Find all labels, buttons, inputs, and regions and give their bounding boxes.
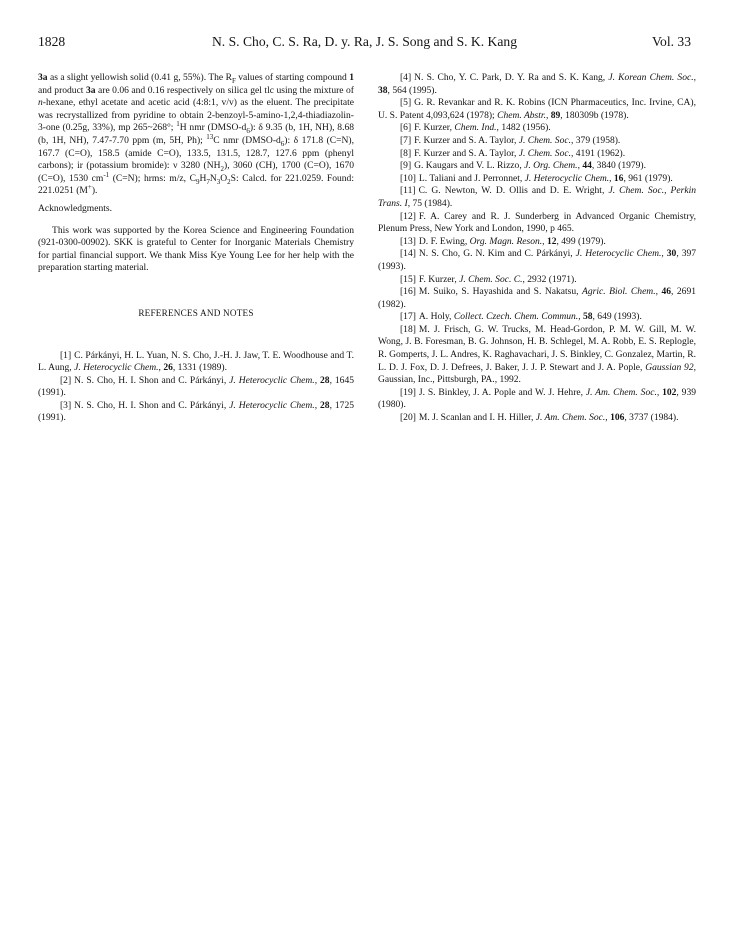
reference-volume: 28 [320,399,330,411]
reference-item [378,160,696,173]
reference-item [378,248,696,273]
reference-journal: J. Am. Chem. Soc. [535,412,606,424]
reference-number: [1] [60,349,72,361]
reference-volume: 12 [546,235,557,247]
reference-item [378,148,696,161]
reference-item [378,97,696,122]
reference-separator: , [570,134,576,146]
reference-item [378,185,696,210]
reference-journal: J. Heterocyclic Chem. [229,374,315,386]
reference-separator: , [661,248,667,260]
reference-volume: 44 [582,160,592,172]
reference-journal: J. Org. Chem. [524,160,578,172]
right-column [378,72,696,425]
reference-authors: L. Taliani and J. Perronnet, [418,172,525,184]
reference-number: [6] [400,122,412,134]
reference-separator: , [609,172,614,184]
reference-number: [10] [400,172,416,184]
reference-journal: J. Chem. Soc. [518,134,571,146]
reference-pages-year: , Gaussian, Inc., Pittsburgh, PA., 1992. [378,361,696,386]
reference-separator: , [570,147,576,159]
page-header [0,34,729,54]
reference-pages-year: , 3840 (1979). [591,160,646,172]
reference-pages-year: , 961 (1979). [623,172,673,184]
reference-journal: J. Heterocyclic Chem. [575,248,662,260]
reference-authors: D. F. Ewing, [418,235,470,247]
reference-pages-year: 2932 (1971). [527,273,577,285]
reference-pages-year: , 3737 (1984). [624,412,679,424]
reference-separator: , [542,235,547,247]
reference-volume: 89 [550,109,561,121]
reference-volume: 26 [163,362,173,374]
reference-separator: , [577,160,583,172]
reference-journal: J. Chem. Soc. C. [459,273,523,285]
reference-authors: F. Kurzer and S. A. Taylor, [414,134,519,146]
reference-pages-year: , 939 (1980). [378,386,696,411]
reference-number: [17] [400,311,416,323]
reference-separator: , [578,311,583,323]
reference-authors: C. Párkányi, H. L. Yuan, N. S. Cho, J.-H. J. Jaw, T. E. Woodhouse and T. L. Aung, [38,349,354,374]
references-list-left [38,350,354,426]
reference-journal: J. Chem. Soc. [518,147,571,159]
reference-separator: , [693,72,696,83]
reference-number: [18] [400,323,416,335]
reference-journal: J. Heterocyclic Chem. [229,399,315,411]
reference-pages-year: , 180309b (1978). [560,109,629,121]
reference-authors: F. Kurzer, [418,273,460,285]
reference-journal: Collect. Czech. Chem. Commun. [453,311,579,323]
reference-separator: , [656,386,663,398]
reference-authors: F. Kurzer and S. A. Taylor, [414,147,519,159]
reference-item [378,324,696,387]
reference-item [38,350,354,375]
reference-separator: , [407,197,413,209]
reference-authors: F. Kurzer, [414,122,455,134]
experimental-paragraph: 3a as a slight yellowish solid (0.41 g, 55%). The $R_F$ values of starting compound 1 and product 3a are 0.06 and 0.16 respectively on silica gel tlc using the mixture of n-hexane, ethyl acetate and acetic acid (4:8:1, v/v) as the eluent. The precipitate was recrystallized from pyridine to obtain 2-benzoyl-5-amino-1,2,4-thiadiazolin-3-one (0.25g, 33%), mp 265~268°; $^1$H nmr $(DMSO-d_6)$: δ 9.35 (b, 1H, NH), 8.68 (b, 1H, NH), 7.47-7.70 ppm (m, 5H, Ph); $^{13}$C nmr $(DMSO-d_6)$: δ 171.8 (C=N), 167.7 (C=O), 158.5 (amide C=O), 133.5, 131.5, 128.7, 127.6 ppm (phenyl carbons); ir (potassium bromide): ν 3280 $(NH_2)$, 3060 (CH), 1700 (C=O), 1670 (C=O), 1530 $cm^{-1}$ (C=N); hrms: m/z, $C_9H_7N_3O_2S$: Calcd. for 221.0259. Found: 221.0251 (M+). [38,72,354,197]
reference-pages-year: 379 (1958). [575,134,621,146]
page-number: 1828 [38,34,66,49]
reference-item [378,286,696,311]
reference-pages-year: 75 (1984). [412,197,453,209]
reference-authors: F. A. Carey and R. J. Sunderberg in Advanced Organic Chemistry, Plenum Press, New York and London, 1990, p 465. [378,210,696,235]
reference-item [378,387,696,412]
reference-volume: 106 [610,412,625,424]
reference-number: [16] [400,286,416,298]
reference-number: [3] [60,399,72,411]
reference-volume: 38 [378,84,388,96]
reference-number: [4] [400,72,412,83]
reference-separator: , [605,412,611,424]
reference-pages-year: 1482 (1956). [501,122,551,134]
reference-journal: J. Heterocyclic Chem. [74,362,159,374]
reference-authors: N. S. Cho, G. N. Kim and C. Párkányi, [418,248,576,260]
reference-authors: J. S. Binkley, J. A. Pople and W. J. Hehre, [418,386,586,398]
reference-pages-year: , 499 (1979). [556,235,606,247]
reference-number: [8] [400,147,412,159]
reference-authors: N. S. Cho, Y. C. Park, D. Y. Ra and S. K. Kang, [414,72,609,83]
reference-volume: 16 [613,172,624,184]
reference-item [378,211,696,236]
reference-item [378,311,696,324]
reference-authors: M. Suiko, S. Hayashida and S. Nakatsu, [418,286,583,298]
reference-pages-year: , 397 (1993). [378,248,697,272]
reference-separator: , [522,273,528,285]
reference-volume: 46 [661,286,672,298]
reference-volume: 58 [582,311,593,323]
reference-item [378,236,696,249]
reference-number: [5] [400,97,412,109]
reference-journal: Chem. Abstr. [497,109,546,121]
reference-authors: G. R. Revankar and R. K. Robins (ICN Pharmaceutics, Inc. Irvine, CA), U. S. Patent 4,093,624 (1978); [378,97,696,121]
reference-item [378,135,696,148]
reference-authors: M. J. Scanlan and I. H. Hiller, [418,412,536,424]
reference-pages-year: , 1331 (1989). [172,362,227,374]
reference-pages-year: 4191 (1962). [575,147,626,159]
reference-number: [15] [400,273,416,285]
reference-journal: J. Chem. Soc., Perkin Trans. I [378,185,697,209]
reference-journal: J. Am. Chem. Soc. [585,386,657,398]
reference-item [378,412,696,425]
reference-journal: J. Heterocyclic Chem. [524,172,610,184]
reference-separator: , [496,122,502,134]
reference-separator: , [314,374,321,386]
reference-volume: 30 [666,248,677,260]
running-head-authors: N. S. Cho, C. S. Ra, D. y. Ra, J. S. Song and S. K. Kang [211,34,517,49]
reference-number: [14] [400,248,416,260]
left-column [38,72,354,425]
reference-item [38,400,354,425]
reference-number: [9] [400,160,412,172]
reference-pages-year: , 1725 (1991). [38,399,354,424]
references-heading: REFERENCES AND NOTES [138,307,254,318]
reference-number: [7] [400,134,412,146]
reference-separator: , [545,109,551,121]
reference-separator: , [655,286,662,298]
reference-authors: G. Kaugars and V. L. Rizzo, [414,160,525,172]
reference-authors: N. S. Cho, H. I. Shon and C. Párkányi, [74,399,230,411]
reference-authors: M. J. Frisch, G. W. Trucks, M. Head-Gordon, P. M. W. Gill, M. W. Wong, J. B. Foresman, B. G. Johnson, H. B. Schlegel, M. A. Robb, E. S. Replogle, R. Gomperts, J. L. Andres, K. Raghavachari, J. S. Binkley, C. Gonzalez, Martin, R. L. D. J. Fox, D. J. Defrees, J. Baker, J. J. P. Stewart and J. A. Pople, [378,323,696,373]
reference-number: [19] [400,386,416,398]
reference-journal: Gaussian 92 [645,361,694,373]
volume-label: Vol. 33 [651,34,691,49]
reference-pages-year: , 1645 (1991). [38,374,354,399]
reference-volume: 28 [320,374,330,386]
reference-item [378,72,696,97]
reference-item [38,375,354,400]
reference-authors: C. G. Newton, W. D. Ollis and D. E. Wright, [418,185,609,197]
reference-item [378,122,696,135]
reference-volume: 102 [662,386,677,398]
reference-separator: , [158,362,164,374]
acknowledgments-text: This work was supported by the Korea Science and Engineering Foundation (921-0300-00902). SKK is grateful to Center for Inorganic Materials Chemistry for partial financial support. We thank Miss Kye Young Lee for her help with the preparation starting material. [38,224,354,274]
reference-number: [20] [400,412,416,424]
reference-number: [2] [60,374,72,386]
reference-item [378,274,696,287]
references-list-right [378,72,696,425]
reference-item [378,173,696,186]
reference-number: [11] [400,185,416,197]
reference-number: [13] [400,235,416,247]
acknowledgments-heading: Acknowledgments. [38,202,112,214]
reference-number: [12] [400,210,416,222]
reference-pages-year: , 649 (1993). [592,311,642,323]
reference-pages-year: , 2691 (1982). [378,286,697,310]
reference-authors: A. Holy, [418,311,454,323]
reference-journal: Chem. Ind. [454,122,497,134]
reference-authors: N. S. Cho, H. I. Shon and C. Párkányi, [74,374,230,386]
reference-journal: J. Korean Chem. Soc. [608,72,694,83]
reference-journal: Agric. Biol. Chem. [582,286,656,298]
reference-pages-year: , 564 (1995). [387,84,437,96]
reference-separator: , [314,399,321,411]
reference-journal: Org. Magn. Reson. [469,235,543,247]
